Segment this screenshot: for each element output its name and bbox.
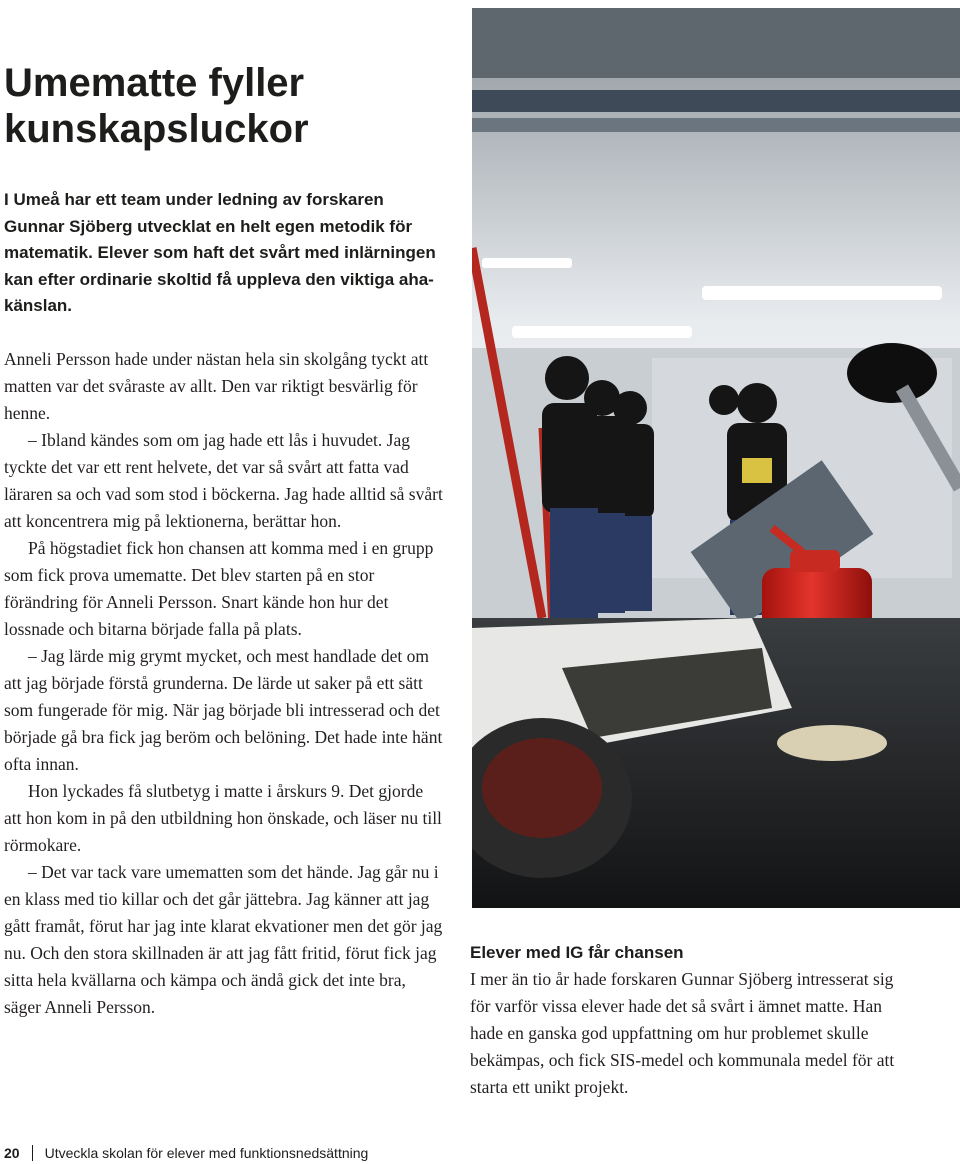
publication-title: Utveckla skolan för elever med funktionsnedsättning	[44, 1145, 369, 1161]
page-footer	[4, 1142, 368, 1164]
sidebar-text: I mer än tio år hade forskaren Gunnar Sjöberg intresserat sig för varför vissa elever hade det så svårt i ämnet matte. Han hade en ganska god uppfattning om hur problemet skulle bekämpas, och fick SIS-medel och kommunala medel för att starta ett unikt projekt.	[470, 969, 895, 1097]
body-paragraph: Anneli Persson hade under nästan hela sin skolgång tyckt att matten var det svåraste av allt. Den var riktigt besvärlig för henne.	[4, 349, 429, 423]
workshop-photo	[472, 8, 960, 908]
workshop-photo-illustration	[472, 8, 960, 908]
body-paragraph: På högstadiet fick hon chansen att komma med i en grupp som fick prova umematte. Det blev starten på en stor förändring för Anneli Persson. Snart kände hon hur det lossnade och bitarna började falla på plats.	[4, 538, 434, 639]
article-headline: Umematte fyller kunskapsluckor	[4, 61, 309, 151]
body-paragraph: – Det var tack vare umematten som det hände. Jag går nu i en klass med tio killar och det går jättebra. Jag känner att jag gått framåt, förut har jag inte klarat ekvationer men det gör jag nu. Och den stora skillnaden är att jag fått fritid, förut fick jag sitta hela kvällarna och kämpa och ändå gick det inte bra, säger Anneli Persson.	[4, 862, 443, 1017]
body-paragraph: Hon lyckades få slutbetyg i matte i årskurs 9. Det gjorde att hon kom in på den utbildning hon önskade, och läser nu till rörmokare.	[4, 781, 442, 855]
article-body	[4, 346, 444, 1021]
body-paragraph: – Ibland kändes som om jag hade ett lås i huvudet. Jag tyckte det var ett rent helvete, det var så svårt att fatta vad läraren sa och vad som stod i böckerna. Jag hade alltid så svårt att koncentrera mig på lektionerna, berättar hon.	[4, 430, 443, 531]
sidebar-box	[470, 940, 910, 1101]
page-number: 20	[4, 1145, 20, 1161]
sidebar-heading: Elever med IG får chansen	[470, 943, 684, 962]
footer-divider	[32, 1145, 33, 1161]
body-paragraph: – Jag lärde mig grymt mycket, och mest handlade det om att jag började förstå grunderna. De lärde ut saker på ett sätt som fungerade för mig. När jag började bli intresserad och det började gå bra fick jag beröm och belöning. Det hade inte hänt ofta innan.	[4, 646, 443, 774]
article-ingress: I Umeå har ett team under ledning av forskaren Gunnar Sjöberg utvecklat en helt egen metodik för matematik. Elever som haft det svårt med inlärningen kan efter ordinarie skoltid få uppleva den viktiga aha-känslan.	[4, 190, 436, 315]
